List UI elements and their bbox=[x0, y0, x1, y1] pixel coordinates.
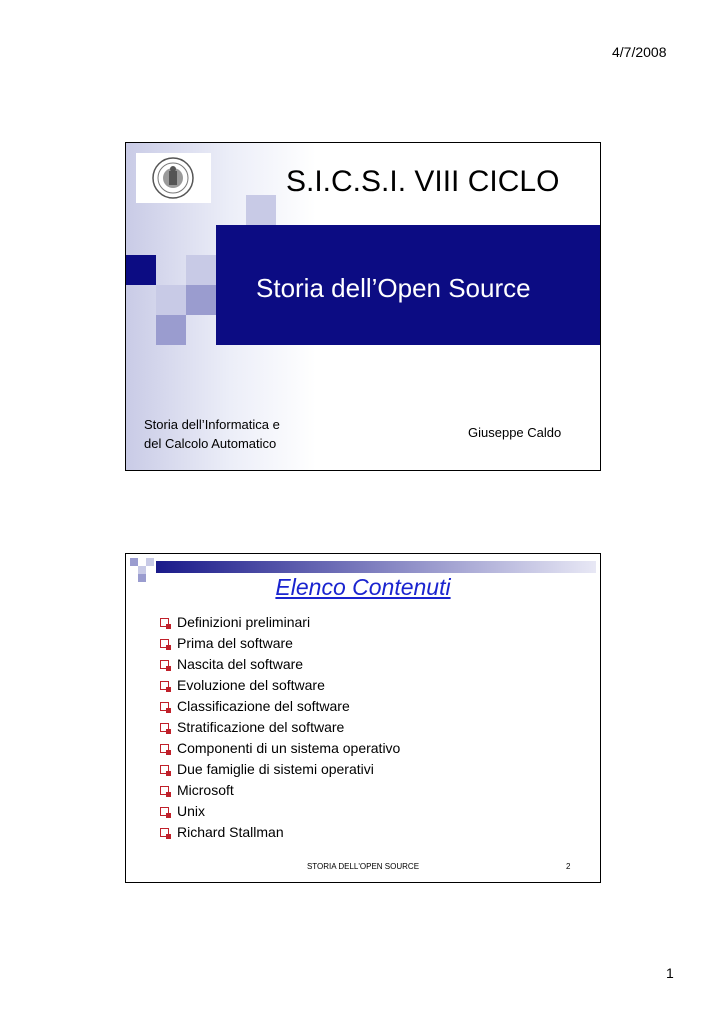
slide-2-title: Elenco Contenuti bbox=[275, 574, 451, 600]
bullet-icon bbox=[160, 765, 169, 774]
list-item: Microsoft bbox=[160, 780, 400, 801]
deco-square bbox=[138, 566, 146, 574]
deco-square bbox=[156, 315, 186, 345]
list-item: Definizioni preliminari bbox=[160, 612, 400, 633]
list-item: Nascita del software bbox=[160, 654, 400, 675]
page-number: 1 bbox=[666, 965, 674, 981]
list-item: Due famiglie di sistemi operativi bbox=[160, 759, 400, 780]
deco-square bbox=[156, 285, 186, 315]
slide-2-number: 2 bbox=[566, 862, 571, 871]
list-item: Componenti di un sistema operativo bbox=[160, 738, 400, 759]
deco-square bbox=[130, 558, 138, 566]
slide-1-author: Giuseppe Caldo bbox=[468, 425, 562, 440]
slide-2 bbox=[125, 553, 601, 883]
footer-left-line-2: del Calcolo Automatico bbox=[144, 436, 277, 451]
list-item: Evoluzione del software bbox=[160, 675, 400, 696]
deco-square bbox=[186, 255, 216, 285]
bullet-icon bbox=[160, 723, 169, 732]
list-item: Classificazione del software bbox=[160, 696, 400, 717]
list-item: Prima del software bbox=[160, 633, 400, 654]
bullet-icon bbox=[160, 681, 169, 690]
page-date: 4/7/2008 bbox=[612, 44, 667, 60]
bullet-icon bbox=[160, 618, 169, 627]
bullet-icon bbox=[160, 702, 169, 711]
slide-2-footer: STORIA DELL'OPEN SOURCE bbox=[306, 862, 420, 871]
deco-square bbox=[126, 255, 156, 285]
university-seal-icon bbox=[136, 153, 211, 203]
list-item: Unix bbox=[160, 801, 400, 822]
slide-1 bbox=[125, 142, 601, 471]
slide-1-footer-left bbox=[144, 415, 280, 453]
deco-square bbox=[146, 558, 154, 566]
logo bbox=[136, 153, 211, 203]
bullet-icon bbox=[160, 807, 169, 816]
contents-list bbox=[160, 612, 400, 843]
bullet-icon bbox=[160, 744, 169, 753]
deco-square bbox=[186, 285, 216, 315]
bullet-icon bbox=[160, 828, 169, 837]
slide-1-title: S.I.C.S.I. VIII CICLO bbox=[286, 165, 560, 198]
deco-square bbox=[246, 195, 276, 225]
slide-1-subtitle: Storia dell’Open Source bbox=[256, 273, 531, 303]
header-bar bbox=[156, 561, 596, 573]
bullet-icon bbox=[160, 786, 169, 795]
bullet-icon bbox=[160, 660, 169, 669]
footer-left-line-1: Storia dell’Informatica e bbox=[144, 417, 280, 432]
bullet-icon bbox=[160, 639, 169, 648]
list-item: Richard Stallman bbox=[160, 822, 400, 843]
list-item: Stratificazione del software bbox=[160, 717, 400, 738]
